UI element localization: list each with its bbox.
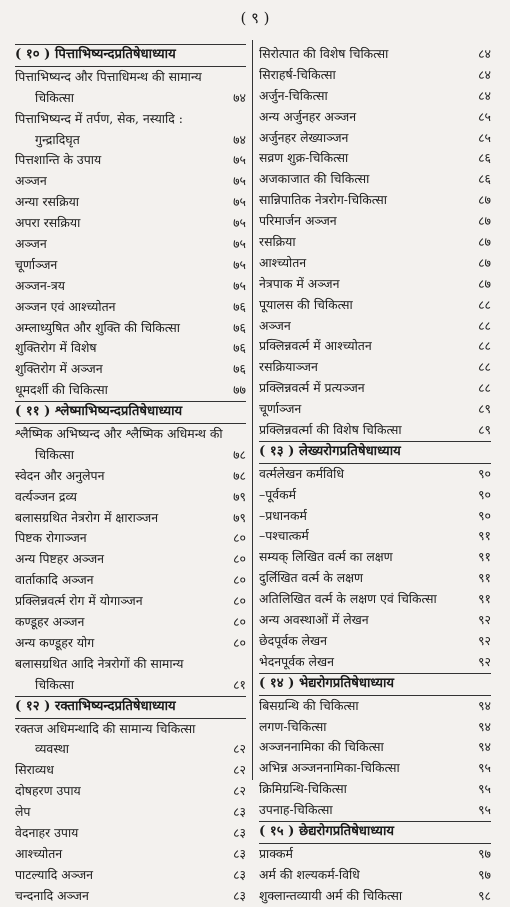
toc-entry: [259, 589, 491, 610]
toc-entry-title: सिरोत्पात की विशेष चिकित्सा: [259, 46, 389, 61]
toc-entry: [15, 719, 246, 740]
toc-page-number: ८०: [233, 530, 246, 546]
toc-entry-title: अञ्जन: [15, 236, 47, 252]
toc-page-number: ९४: [478, 697, 491, 713]
toc-page-number: ८७: [478, 275, 491, 291]
chapter-heading: [259, 673, 491, 696]
toc-page-number: ८६: [478, 150, 491, 166]
toc-entry: [15, 549, 246, 570]
toc-page-number: ८२: [233, 741, 246, 757]
toc-page-number: ९१: [478, 528, 491, 544]
toc-entry: [259, 211, 491, 232]
toc-page-number: ८०: [233, 634, 246, 650]
toc-entry-title: अञ्जन एवं आश्च्योतन: [15, 298, 116, 314]
toc-entry: [259, 86, 491, 107]
toc-entry-title: पित्तशान्ति के उपाय: [15, 152, 102, 168]
toc-page-number: ७५: [233, 277, 246, 293]
toc-page-number: ७७: [233, 382, 246, 398]
toc-page-number: ९२: [478, 632, 491, 648]
toc-entry: [15, 255, 246, 276]
toc-entry: [259, 232, 491, 253]
toc-entry: [15, 192, 246, 213]
toc-entry-title: चिकित्सा: [35, 446, 74, 462]
toc-entry-title: अञ्जननामिका की चिकित्सा: [259, 739, 384, 755]
toc-entry: [15, 297, 246, 318]
toc-entry-title: अन्य अवस्थाओं में लेखन: [259, 612, 369, 628]
toc-entry-title: अञ्जन-त्रय: [15, 277, 65, 293]
toc-entry: [259, 190, 491, 211]
toc-entry: [15, 487, 246, 508]
toc-page-number: ८३: [233, 804, 246, 820]
toc-entry-title: रसक्रिया: [259, 234, 296, 250]
toc-page-number: ८८: [478, 338, 491, 354]
toc-entry-title: आश्च्योतन: [15, 845, 63, 861]
toc-entry: [15, 338, 246, 359]
toc-page-number: ९२: [478, 653, 491, 669]
toc-entry-title: शुक्तिरोग में अञ्जन: [15, 361, 103, 377]
toc-page-number: ८२: [233, 783, 246, 799]
toc-entry-title: सिराहर्ष-चिकित्सा: [259, 66, 336, 82]
toc-entry: [259, 295, 491, 316]
toc-entry: [15, 633, 246, 654]
toc-entry-title: अतिलिखित वर्त्म के लक्षण एवं चिकित्सा: [259, 591, 437, 607]
toc-page-number: ९१: [478, 549, 491, 565]
toc-page-number: ७६: [233, 298, 246, 314]
chapter-title: ( १५ ) छेद्यरोगप्रतिषेधाध्याय: [259, 823, 395, 839]
toc-entry: [15, 276, 246, 297]
toc-entry: [15, 466, 246, 487]
toc-entry-title: चूर्णाञ्जन: [15, 256, 58, 272]
toc-entry: [15, 823, 246, 844]
toc-page-number: ७५: [233, 256, 246, 272]
toc-page-number: ८८: [478, 296, 491, 312]
toc-page-number: ९१: [478, 591, 491, 607]
chapter-heading: [259, 821, 491, 844]
toc-entry: [259, 420, 491, 441]
toc-entry: [259, 253, 491, 274]
toc-page-number: ७४: [233, 131, 246, 147]
toc-entry-title: छेदपूर्वक लेखन: [259, 632, 328, 648]
toc-entry-title: –पूर्वकर्म: [259, 486, 297, 502]
toc-page-number: ८९: [478, 401, 491, 417]
toc-entry: [259, 464, 491, 485]
toc-page-number: ८०: [233, 614, 246, 630]
toc-entry-title: प्राक्कर्म: [259, 845, 293, 861]
toc-entry-title: क्रिमिग्रन्थि-चिकित्सा: [259, 781, 347, 797]
chapter-title: ( १० ) पित्ताभिष्यन्दप्रतिषेधाध्याय: [15, 47, 176, 62]
toc-entry-title: अम्लाध्युषित और शुक्ति की चिकित्सा: [15, 319, 180, 335]
toc-page-number: ९०: [478, 507, 491, 523]
toc-page-number: ८२: [233, 762, 246, 778]
chapter-title: ( १२ ) रक्ताभिष्यन्दप्रतिषेधाध्याय: [15, 698, 176, 714]
toc-page-number: ८७: [478, 234, 491, 250]
toc-entry: [15, 760, 246, 781]
toc-entry-title: लगण-चिकित्सा: [259, 718, 327, 734]
toc-entry: [259, 65, 491, 86]
toc-entry-title: नेत्रपाक में अञ्जन: [259, 275, 340, 291]
toc-entry: [259, 526, 491, 547]
toc-entry-title: रक्तज अधिमन्थादि की सामान्य चिकित्सा: [15, 720, 196, 736]
toc-entry: [15, 88, 246, 109]
toc-entry-title: प्रक्लिन्नवर्त्म रोग में योगाञ्जन: [15, 593, 143, 609]
toc-entry-title: पाटल्यादि अञ्जन: [15, 866, 94, 882]
toc-entry: [259, 274, 491, 295]
toc-page-number: ७९: [233, 509, 246, 525]
toc-entry-title: बलासग्रथित नेत्ररोग में क्षाराञ्जन: [15, 509, 159, 525]
toc-page-number: ८७: [478, 254, 491, 270]
page-number: ( ९ ): [240, 9, 270, 27]
toc-entry-title: –प्रधानकर्म: [259, 507, 307, 523]
toc-page-number: ९५: [478, 760, 491, 776]
toc-right-column: [259, 44, 491, 907]
toc-entry-title: अन्या रसक्रिया: [15, 194, 80, 210]
toc-entry-title: अभिन्न अञ्जननामिका-चिकित्सा: [259, 760, 400, 776]
toc-entry: [15, 234, 246, 255]
toc-entry-title: आश्च्योतन: [259, 254, 307, 270]
toc-entry: [259, 316, 491, 337]
toc-entry: [259, 568, 491, 589]
toc-entry: [259, 844, 491, 865]
toc-entry-title: अञ्जन: [15, 173, 47, 189]
toc-entry-title: चिकित्सा: [35, 676, 74, 692]
toc-page-number: ८४: [478, 46, 491, 61]
toc-entry: [259, 128, 491, 149]
toc-entry: [15, 213, 246, 234]
toc-page-number: ८१: [233, 676, 246, 692]
toc-entry: [259, 378, 491, 399]
toc-entry: [259, 737, 491, 758]
toc-page-number: ७९: [233, 488, 246, 504]
toc-entry: [15, 654, 246, 675]
toc-entry: [259, 717, 491, 738]
toc-entry: [15, 675, 246, 696]
toc-entry-title: भेदनपूर्वक लेखन: [259, 653, 334, 669]
toc-entry-title: अर्जुनहर लेख्याञ्जन: [259, 129, 349, 145]
toc-page-number: ९१: [478, 570, 491, 586]
toc-entry: [259, 107, 491, 128]
toc-entry: [259, 485, 491, 506]
toc-entry-title: शुक्तिरोग में विशेष: [15, 340, 97, 356]
toc-entry: [259, 758, 491, 779]
toc-entry-title: स्वेदन और अनुलेपन: [15, 467, 105, 483]
toc-entry-title: गुन्द्रादिघृत: [35, 131, 80, 147]
toc-entry: [259, 399, 491, 420]
toc-page-number: ८०: [233, 572, 246, 588]
toc-entry-title: बलासग्रथित आदि नेत्ररोगों की सामान्य: [15, 655, 184, 671]
chapter-heading: [15, 696, 246, 719]
toc-entry-title: पिष्टक रोगाञ्जन: [15, 530, 87, 546]
toc-page-number: ९७: [478, 866, 491, 882]
toc-entry-title: अजकाजात की चिकित्सा: [259, 171, 370, 187]
toc-page-number: ९४: [478, 718, 491, 734]
toc-entry: [15, 67, 246, 88]
toc-entry-title: शुक्लान्तव्यायी अर्म की चिकित्सा: [259, 887, 403, 903]
toc-entry-title: लेप: [15, 804, 31, 820]
toc-entry: [259, 357, 491, 378]
toc-page-number: ८८: [478, 317, 491, 333]
toc-entry: [15, 445, 246, 466]
chapter-heading: [15, 401, 246, 424]
toc-entry-title: बिसग्रन्थि की चिकित्सा: [259, 697, 359, 713]
toc-entry-title: दोषहरण उपाय: [15, 783, 81, 799]
toc-page-number: ८६: [478, 171, 491, 187]
toc-entry-title: वार्ताकादि अञ्जन: [15, 572, 94, 588]
chapter-title: ( ११ ) श्लेष्माभिष्यन्दप्रतिषेधाध्याय: [15, 404, 183, 420]
toc-entry: [259, 631, 491, 652]
toc-entry-title: श्लैष्मिक अभिष्यन्द और श्लैष्मिक अधिमन्थ की: [15, 426, 223, 442]
toc-entry: [15, 570, 246, 591]
toc-page-number: ८०: [233, 551, 246, 567]
toc-entry-title: अञ्जन: [259, 317, 291, 333]
toc-entry-title: धूमदर्शी की चिकित्सा: [15, 382, 108, 398]
toc-entry: [259, 610, 491, 631]
toc-page-number: ८८: [478, 359, 491, 375]
toc-left-column: [15, 44, 246, 907]
toc-page-number: ८७: [478, 213, 491, 229]
toc-entry-title: प्रक्लिन्नवर्त्म में आश्च्योतन: [259, 338, 372, 354]
toc-page-number: ९०: [478, 465, 491, 481]
toc-entry: [15, 508, 246, 529]
toc-entry-title: वेदनाहर उपाय: [15, 824, 79, 840]
toc-page-number: ९२: [478, 612, 491, 628]
toc-entry-title: प्रक्लिन्नवर्त्म में प्रत्यञ्जन: [259, 380, 365, 396]
toc-entry: [259, 886, 491, 907]
toc-entry: [259, 44, 491, 65]
toc-entry: [15, 380, 246, 401]
toc-entry-title: उपनाह-चिकित्सा: [259, 802, 333, 818]
toc-entry-title: अपरा रसक्रिया: [15, 215, 81, 231]
toc-entry: [259, 169, 491, 190]
toc-entry: [15, 318, 246, 339]
toc-entry-title: –पश्चात्कर्म: [259, 528, 309, 544]
toc-entry-title: सव्रण शुक्र-चिकित्सा: [259, 150, 349, 166]
chapter-title: ( १४ ) भेद्यरोगप्रतिषेधाध्याय: [259, 675, 395, 691]
toc-page-number: ८०: [233, 593, 246, 609]
toc-page-number: ७८: [233, 467, 246, 483]
toc-page-number: ८३: [233, 824, 246, 840]
toc-entry-title: परिमार्जन अञ्जन: [259, 213, 337, 229]
toc-page-number: ९७: [478, 845, 491, 861]
toc-entry: [15, 781, 246, 802]
toc-page-number: ८३: [233, 866, 246, 882]
toc-entry: [259, 336, 491, 357]
toc-entry: [15, 844, 246, 865]
toc-entry-title: पित्ताभिष्यन्द में तर्पण, सेक, नस्यादि :: [15, 110, 183, 126]
toc-page-number: ७६: [233, 319, 246, 335]
toc-entry-title: चूर्णाञ्जन: [259, 401, 302, 417]
toc-page-number: ९०: [478, 486, 491, 502]
toc-entry: [259, 696, 491, 717]
toc-entry-title: रसक्रियाञ्जन: [259, 359, 318, 375]
toc-page-number: ८७: [478, 192, 491, 208]
chapter-heading: [15, 44, 246, 67]
toc-entry: [15, 865, 246, 886]
toc-entry-title: कण्डूहर अञ्जन: [15, 614, 85, 630]
toc-page-number: ९५: [478, 802, 491, 818]
toc-entry: [15, 424, 246, 445]
toc-entry-title: चन्दनादि अञ्जन: [15, 887, 89, 903]
chapter-title: ( १३ ) लेख्यरोगप्रतिषेधाध्याय: [259, 443, 401, 459]
toc-entry-title: प्रक्लिन्नवर्त्मा की विशेष चिकित्सा: [259, 422, 402, 438]
toc-entry: [259, 652, 491, 673]
toc-entry-title: सम्यक् लिखित वर्त्म का लक्षण: [259, 549, 393, 565]
toc-page-number: ९५: [478, 781, 491, 797]
toc-page-number: ८३: [233, 845, 246, 861]
column-divider: [252, 40, 253, 780]
toc-page-number: ८८: [478, 380, 491, 396]
toc-entry: [15, 171, 246, 192]
toc-page-number: ८४: [478, 66, 491, 82]
toc-page-number: ७५: [233, 173, 246, 189]
toc-entry-title: पूयालस की चिकित्सा: [259, 296, 353, 312]
toc-entry-title: दुर्लिखित वर्त्म के लक्षण: [259, 570, 363, 586]
toc-page-number: ८५: [478, 108, 491, 124]
toc-page-number: ७४: [233, 89, 246, 105]
toc-entry-title: अन्य कण्डूहर योग: [15, 634, 95, 650]
toc-page-number: ८९: [478, 422, 491, 438]
toc-entry-title: वर्त्मलेखन कर्मविधि: [259, 465, 344, 481]
toc-entry: [259, 865, 491, 886]
toc-entry-title: सान्निपातिक नेत्ररोग-चिकित्सा: [259, 192, 387, 208]
toc-entry: [15, 130, 246, 151]
toc-entry-title: अर्जुन-चिकित्सा: [259, 87, 328, 103]
toc-entry-title: चिकित्सा: [35, 89, 74, 105]
toc-entry: [15, 886, 246, 907]
toc-entry: [259, 547, 491, 568]
toc-entry-title: अन्य अर्जुनहर अञ्जन: [259, 108, 357, 124]
toc-entry-title: अर्म की शल्यकर्म-विधि: [259, 866, 360, 882]
toc-entry: [15, 528, 246, 549]
toc-entry: [259, 800, 491, 821]
toc-page-number: ७८: [233, 446, 246, 462]
toc-page-number: ७६: [233, 340, 246, 356]
toc-page-number: ७६: [233, 361, 246, 377]
toc-entry-title: अन्य पिष्टहर अञ्जन: [15, 551, 105, 567]
toc-page-number: ८५: [478, 129, 491, 145]
toc-page-number: ७५: [233, 152, 246, 168]
toc-page-number: ९८: [478, 887, 491, 903]
toc-entry: [15, 359, 246, 380]
toc-entry: [259, 779, 491, 800]
toc-page-number: ८४: [478, 87, 491, 103]
toc-entry-title: व्यवस्था: [35, 741, 70, 757]
toc-entry: [15, 739, 246, 760]
toc-entry: [15, 591, 246, 612]
toc-entry-title: वर्त्यञ्जन द्रव्य: [15, 488, 77, 504]
toc-entry: [15, 612, 246, 633]
chapter-heading: [259, 441, 491, 464]
toc-page-number: ८३: [233, 887, 246, 903]
toc-page-number: ९४: [478, 739, 491, 755]
toc-entry: [259, 148, 491, 169]
toc-entry: [15, 109, 246, 130]
toc-entry-title: पित्ताभिष्यन्द और पित्ताधिमन्थ की सामान्य: [15, 68, 202, 84]
toc-entry: [259, 506, 491, 527]
toc-entry: [15, 150, 246, 171]
toc-page-number: ७५: [233, 236, 246, 252]
toc-page-number: ७५: [233, 194, 246, 210]
toc-entry: [15, 802, 246, 823]
toc-page-number: ७५: [233, 215, 246, 231]
toc-entry-title: सिराव्यध: [15, 762, 54, 778]
